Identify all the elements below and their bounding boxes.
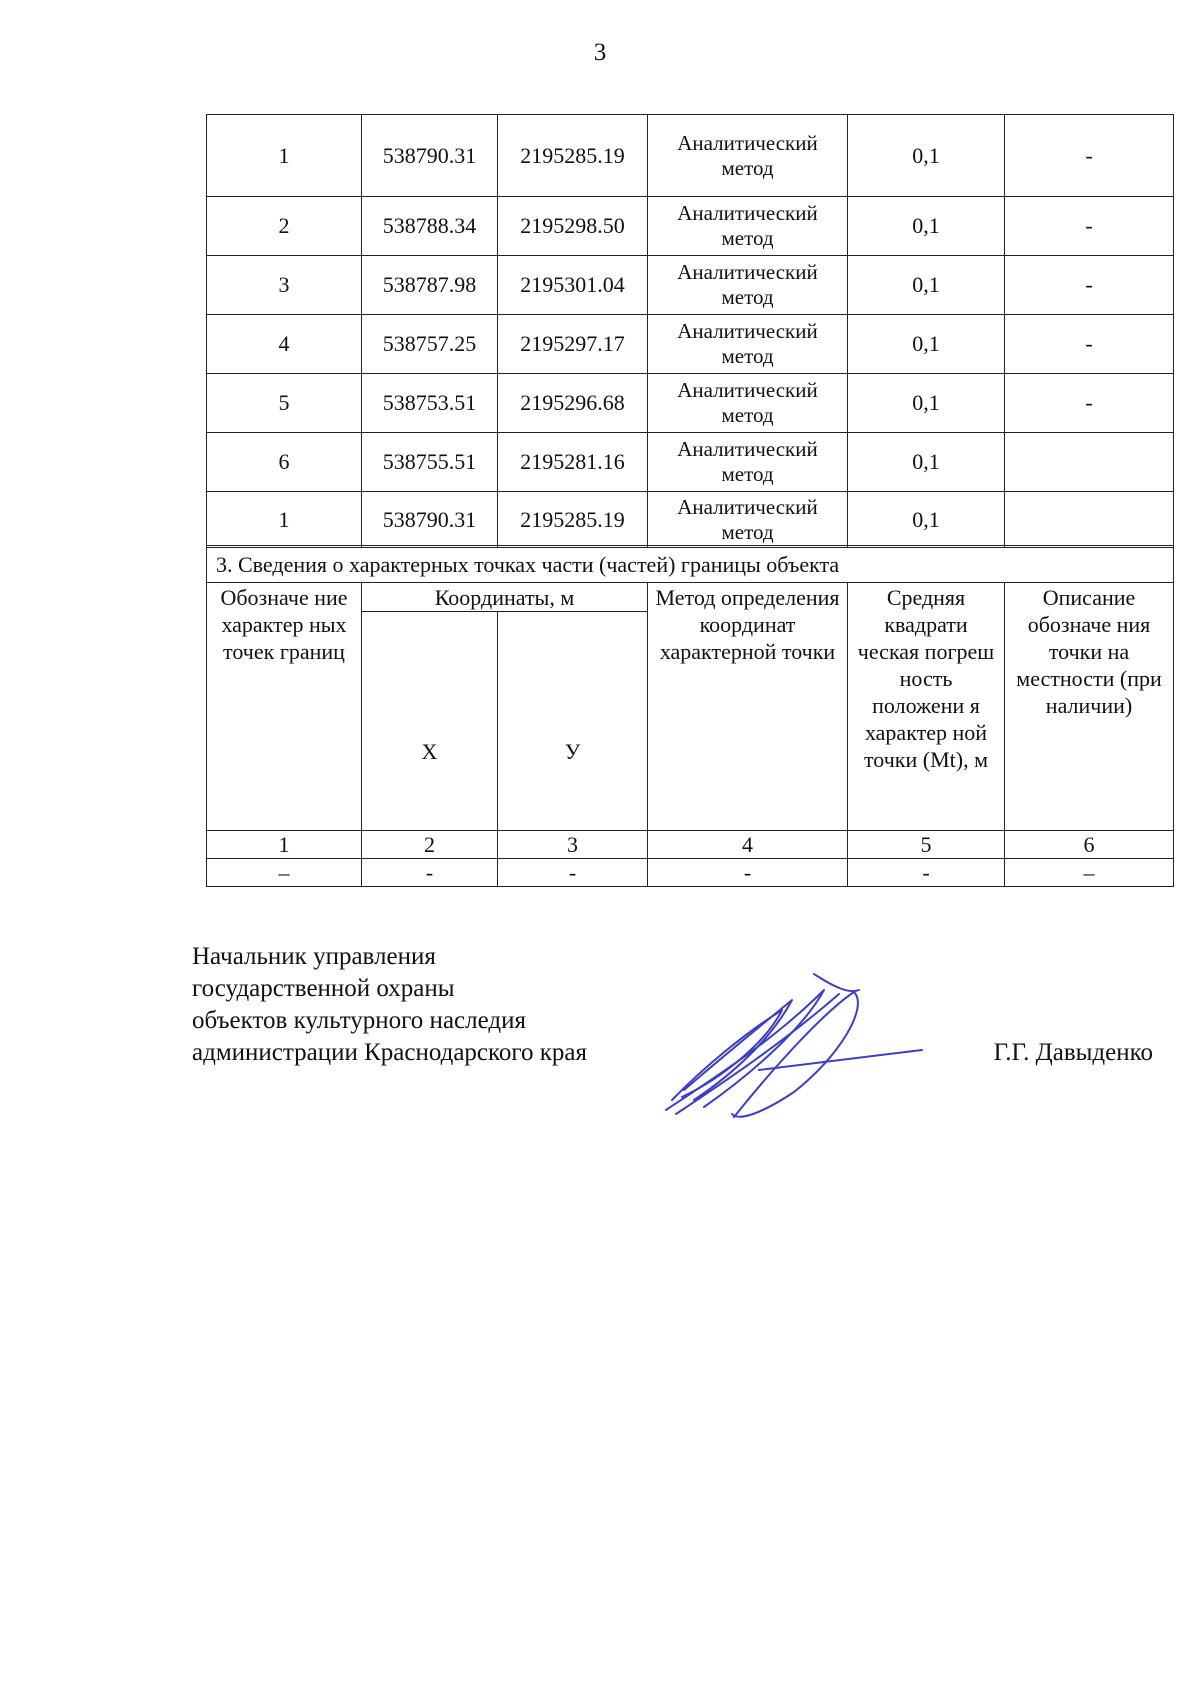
part-boundary-table bbox=[206, 545, 1174, 887]
empty-cell: - bbox=[362, 859, 498, 887]
signatory-position bbox=[192, 941, 587, 1069]
table-row bbox=[207, 256, 1174, 315]
table-row bbox=[207, 374, 1174, 433]
description-cell bbox=[1005, 492, 1174, 548]
table-row bbox=[207, 197, 1174, 256]
header-method: Метод определения координат характерной точки bbox=[648, 583, 848, 831]
signature-strokes bbox=[666, 974, 922, 1117]
coord-x-cell: 538755.51 bbox=[362, 433, 498, 492]
coord-y-cell: 2195298.50 bbox=[498, 197, 648, 256]
header-x: Х bbox=[362, 612, 498, 831]
description-cell bbox=[1005, 433, 1174, 492]
accuracy-cell: 0,1 bbox=[848, 492, 1005, 548]
coord-x-cell: 538757.25 bbox=[362, 315, 498, 374]
coord-x-cell: 538787.98 bbox=[362, 256, 498, 315]
handwritten-signature bbox=[664, 972, 924, 1132]
description-cell: - bbox=[1005, 115, 1174, 197]
point-id-cell: 1 bbox=[207, 115, 362, 197]
coord-x-cell: 538790.31 bbox=[362, 492, 498, 548]
empty-cell: – bbox=[1005, 859, 1174, 887]
position-line: администрации Краснодарского края bbox=[192, 1039, 588, 1066]
method-cell: Аналитический метод bbox=[648, 374, 848, 433]
header-coordinates: Координаты, м bbox=[362, 583, 648, 612]
accuracy-cell: 0,1 bbox=[848, 115, 1005, 197]
coord-x-cell: 538753.51 bbox=[362, 374, 498, 433]
accuracy-cell: 0,1 bbox=[848, 433, 1005, 492]
point-id-cell: 1 bbox=[207, 492, 362, 548]
method-cell: Аналитический метод bbox=[648, 315, 848, 374]
header-row bbox=[207, 583, 1174, 612]
coord-x-cell: 538790.31 bbox=[362, 115, 498, 197]
empty-cell: - bbox=[848, 859, 1005, 887]
description-cell: - bbox=[1005, 315, 1174, 374]
method-cell: Аналитический метод bbox=[648, 256, 848, 315]
accuracy-cell: 0,1 bbox=[848, 374, 1005, 433]
table-row bbox=[207, 433, 1174, 492]
accuracy-cell: 0,1 bbox=[848, 256, 1005, 315]
column-number: 6 bbox=[1005, 831, 1174, 859]
coord-y-cell: 2195301.04 bbox=[498, 256, 648, 315]
column-number: 5 bbox=[848, 831, 1005, 859]
boundary-points-table bbox=[206, 114, 1174, 548]
coord-y-cell: 2195297.17 bbox=[498, 315, 648, 374]
empty-cell: - bbox=[498, 859, 648, 887]
table-row bbox=[207, 315, 1174, 374]
method-cell: Аналитический метод bbox=[648, 115, 848, 197]
header-accuracy: Средняя квадрати ческая погреш ность положени я характер ной точки (Mt), м bbox=[848, 583, 1005, 831]
method-cell: Аналитический метод bbox=[648, 492, 848, 548]
accuracy-cell: 0,1 bbox=[848, 315, 1005, 374]
signer-name: Г.Г. Давыденко bbox=[993, 1039, 1153, 1066]
header-designation: Обозначе ние характер ных точек границ bbox=[207, 583, 362, 831]
point-id-cell: 6 bbox=[207, 433, 362, 492]
empty-cell: – bbox=[207, 859, 362, 887]
point-id-cell: 2 bbox=[207, 197, 362, 256]
method-cell: Аналитический метод bbox=[648, 433, 848, 492]
column-numbers-row bbox=[207, 831, 1174, 859]
signature-stroke bbox=[666, 990, 824, 1110]
table-row bbox=[207, 492, 1174, 548]
point-id-cell: 4 bbox=[207, 315, 362, 374]
coord-y-cell: 2195285.19 bbox=[498, 115, 648, 197]
description-cell: - bbox=[1005, 256, 1174, 315]
column-number: 3 bbox=[498, 831, 648, 859]
position-line: государственной охраны bbox=[192, 975, 455, 1002]
empty-cell: - bbox=[648, 859, 848, 887]
page-number: 3 bbox=[593, 39, 607, 66]
column-number: 2 bbox=[362, 831, 498, 859]
coord-y-cell: 2195281.16 bbox=[498, 433, 648, 492]
coord-y-cell: 2195285.19 bbox=[498, 492, 648, 548]
header-description: Описание обозначе ния точки на местности (при наличии) bbox=[1005, 583, 1174, 831]
column-number: 4 bbox=[648, 831, 848, 859]
position-line: объектов культурного наследия bbox=[192, 1007, 526, 1034]
section-title: 3. Сведения о характерных точках части (частей) границы объекта bbox=[207, 546, 1174, 583]
description-cell: - bbox=[1005, 197, 1174, 256]
signature-stroke bbox=[814, 974, 859, 991]
coord-y-cell: 2195296.68 bbox=[498, 374, 648, 433]
position-line: Начальник управления bbox=[192, 943, 436, 970]
empty-data-row bbox=[207, 859, 1174, 887]
point-id-cell: 5 bbox=[207, 374, 362, 433]
accuracy-cell: 0,1 bbox=[848, 197, 1005, 256]
header-y: У bbox=[498, 612, 648, 831]
point-id-cell: 3 bbox=[207, 256, 362, 315]
description-cell: - bbox=[1005, 374, 1174, 433]
table-row bbox=[207, 115, 1174, 197]
column-number: 1 bbox=[207, 831, 362, 859]
coord-x-cell: 538788.34 bbox=[362, 197, 498, 256]
method-cell: Аналитический метод bbox=[648, 197, 848, 256]
section-title-row bbox=[207, 546, 1174, 583]
